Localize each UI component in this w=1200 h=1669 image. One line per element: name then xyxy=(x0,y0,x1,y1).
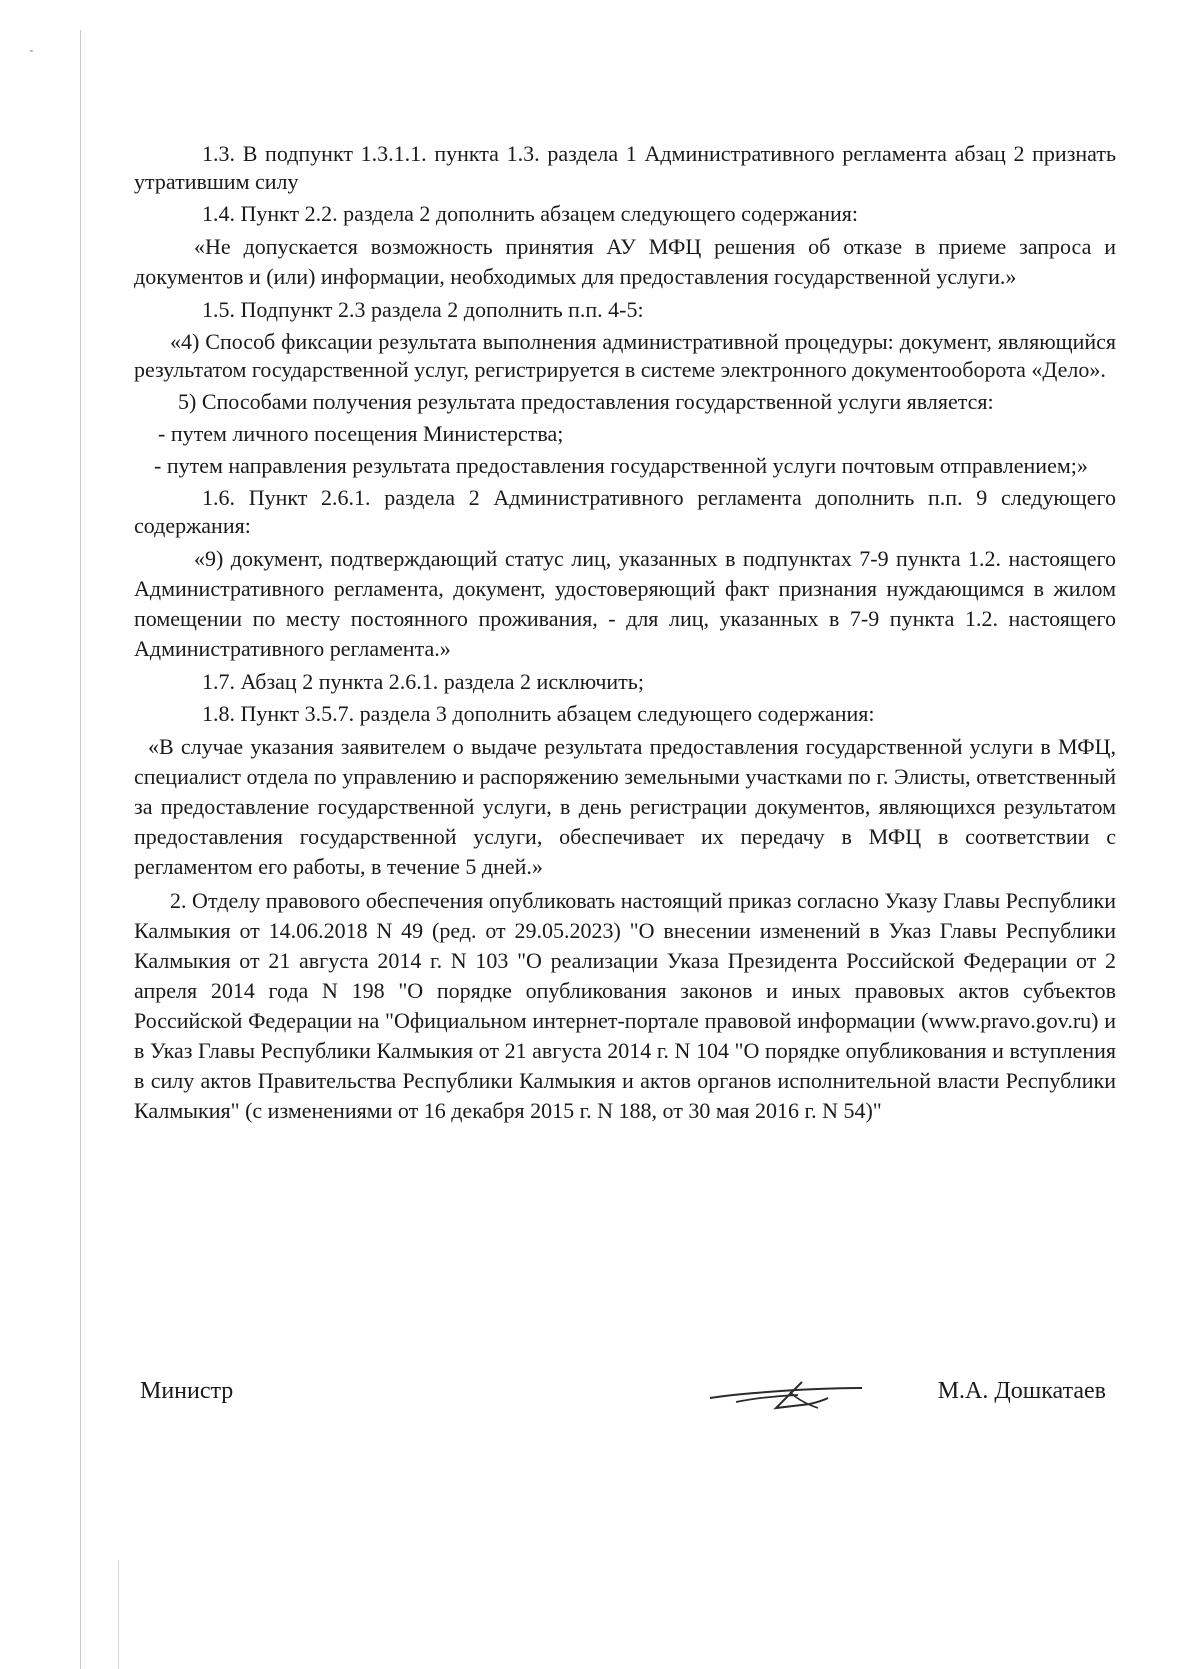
paragraph: 1.8. Пункт 3.5.7. раздела 3 дополнить абзацем следующего содержания: xyxy=(202,701,875,726)
signatory-title: Министр xyxy=(140,1378,234,1404)
paragraph: «Не допускается возможность принятия АУ МФЦ решения об отказе в приеме запроса и документов и (или) информации, необходимых для предоставления государственной услуги.» xyxy=(134,234,1116,289)
scan-edge-line-lower xyxy=(118,1560,119,1669)
paragraph: 1.6. Пункт 2.6.1. раздела 2 Административного регламента дополнить п.п. 9 следующего содержания: xyxy=(134,485,1116,538)
signatory-name: М.А. Дошкатаев xyxy=(937,1378,1106,1404)
scan-edge-line xyxy=(80,30,81,1669)
paragraph: 1.4. Пункт 2.2. раздела 2 дополнить абзацем следующего содержания: xyxy=(202,201,859,226)
paragraph: «9) документ, подтверждающий статус лиц, указанных в подпунктах 7-9 пункта 1.2. настоящего Административного регламента, документ, удостоверяющий факт признания нуждающимся в жилом помещении по месту постоянного проживания, - для лиц, указанных в 7-9 пункта 1.2. настоящего Административного регламента.» xyxy=(134,546,1116,661)
scan-artifact-dot xyxy=(30,50,33,52)
paragraph: 1.7. Абзац 2 пункта 2.6.1. раздела 2 исключить; xyxy=(202,669,644,694)
document-body xyxy=(134,140,1116,1130)
paragraph: «В случае указания заявителем о выдаче результата предоставления государственной услуги в МФЦ, специалист отдела по управлению и распоряжению земельными участками по г. Элисты, ответственный за предоставление государственной услуги, в день регистрации документов, являющихся результатом предоставления государственной услуги, обеспечивает их передачу в МФЦ в соответствии с регламентом его работы, в течение 5 дней.» xyxy=(134,734,1116,879)
signature-block xyxy=(134,1378,1116,1438)
paragraph: 5) Способами получения результата предоставления государственной услуги является: xyxy=(178,389,994,414)
paragraph: - путем направления результата предоставления государственной услуги почтовым отправлением;» xyxy=(154,453,1088,478)
paragraph: 1.5. Подпункт 2.3 раздела 2 дополнить п.п. 4-5: xyxy=(202,297,644,322)
paragraph: «4) Способ фиксации результата выполнения административной процедуры: документ, являющийся результатом государственной услуг, регистрируется в системе электронного документооборота «Дело». xyxy=(134,329,1116,382)
paragraph: 1.3. В подпункт 1.3.1.1. пункта 1.3. раздела 1 Административного регламента абзац 2 признать утратившим силу xyxy=(134,141,1116,194)
paragraph: 2. Отделу правового обеспечения опубликовать настоящий приказ согласно Указу Главы Республики Калмыкия от 14.06.2018 N 49 (ред. от 29.05.2023) "О внесении изменений в Указ Главы Республики Калмыкия от 21 августа 2014 г. N 103 "О реализации Указа Президента Российской Федерации от 2 апреля 2014 года N 198 "О порядке опубликования законов и иных правовых актов субъектов Российской Федерации на "Официальном интернет-портале правовой информации (www.pravo.gov.ru) и в Указ Главы Республики Калмыкия от 21 августа 2014 г. N 104 "О порядке опубликования и вступления в силу актов Правительства Республики Калмыкия и актов органов исполнительной власти Республики Калмыкия" (с изменениями от 16 декабря 2015 г. N 188, от 30 мая 2016 г. N 54)" xyxy=(134,888,1116,1123)
handwritten-signature xyxy=(706,1368,866,1418)
paragraph: - путем личного посещения Министерства; xyxy=(158,421,564,446)
